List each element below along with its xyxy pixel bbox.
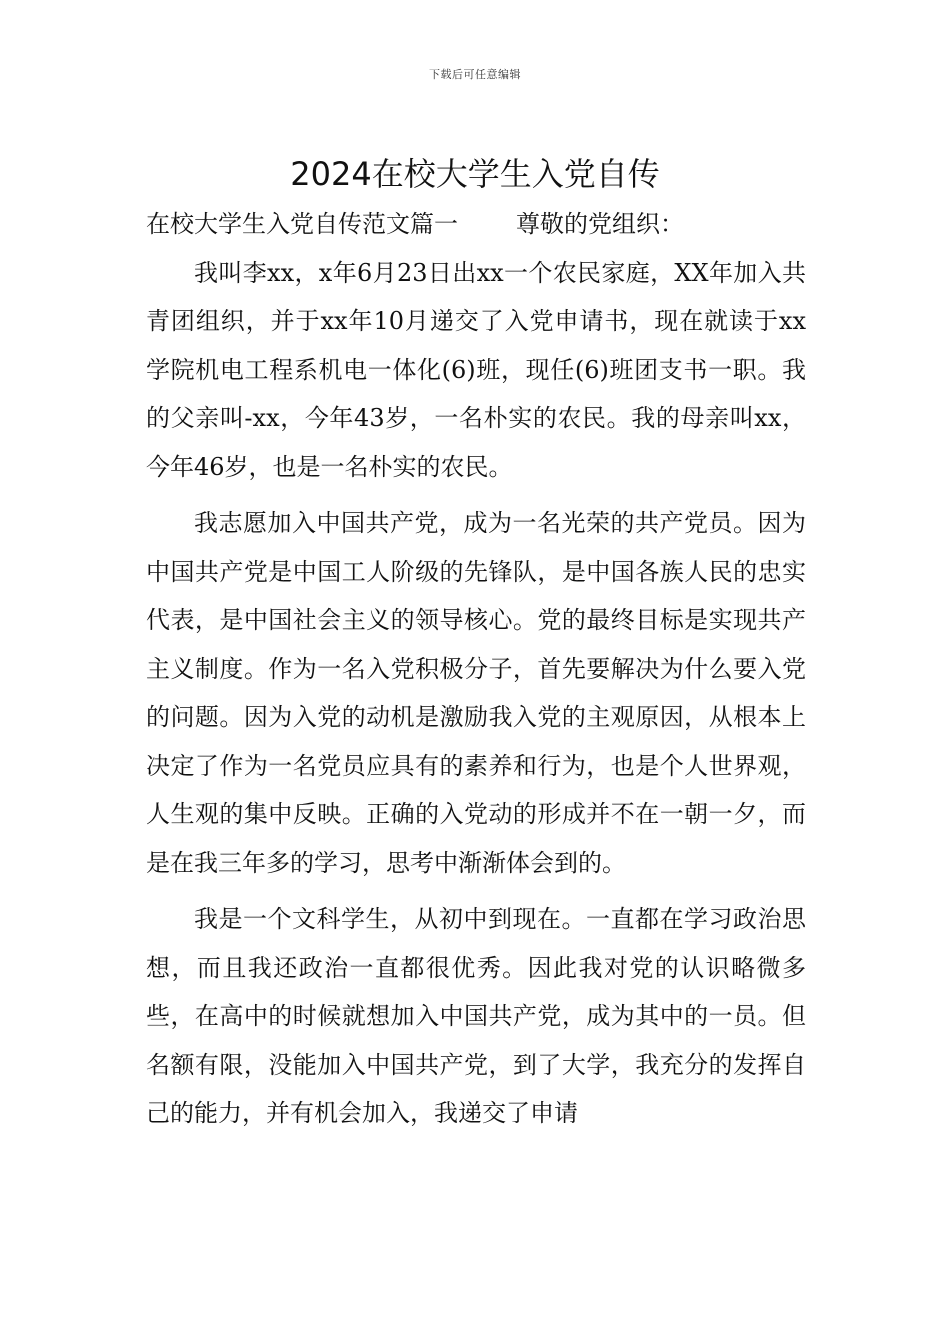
opening-line (146, 200, 806, 249)
header-note: 下载后可任意编辑 (429, 68, 521, 81)
document-title: 2024在校大学生入党自传 (290, 155, 660, 194)
paragraph: 我志愿加入中国共产党，成为一名光荣的共产党员。因为中国共产党是中国工人阶级的先锋队，是中国各族人民的忠实代表，是中国社会主义的领导核心。党的最终目标是实现共产主义制度。作为一名入党积极分子，首先要解决为什么要入党的问题。因为入党的动机是激励我入党的主观原因，从根本上决定了作为一名党员应具有的素养和行为，也是个人世界观，人生观的集中反映。正确的入党动的形成并不在一朝一夕，而是在我三年多的学习，思考中渐渐体会到的。 (146, 509, 806, 877)
salutation: 尊敬的党组织： (516, 210, 684, 238)
section-heading: 在校大学生入党自传范文篇一 (146, 210, 458, 238)
paragraph: 我是一个文科学生，从初中到现在。一直都在学习政治思想，而且我还政治一直都很优秀。因此我对党的认识略微多些，在高中的时候就想加入中国共产党，成为其中的一员。但名额有限，没能加入中国共产党，到了大学，我充分的发挥自己的能力，并有机会加入，我递交了申请 (146, 905, 806, 1127)
document-body (146, 200, 806, 1146)
paragraph: 我叫李xx，x年6月23日出xx一个农民家庭，XX年加入共青团组织，并于xx年10月递交了入党申请书，现在就读于xx学院机电工程系机电一体化(6)班，现任(6)班团支书一职。我的父亲叫-xx，今年43岁，一名朴实的农民。我的母亲叫xx，今年46岁，也是一名朴实的农民。 (146, 258, 806, 481)
